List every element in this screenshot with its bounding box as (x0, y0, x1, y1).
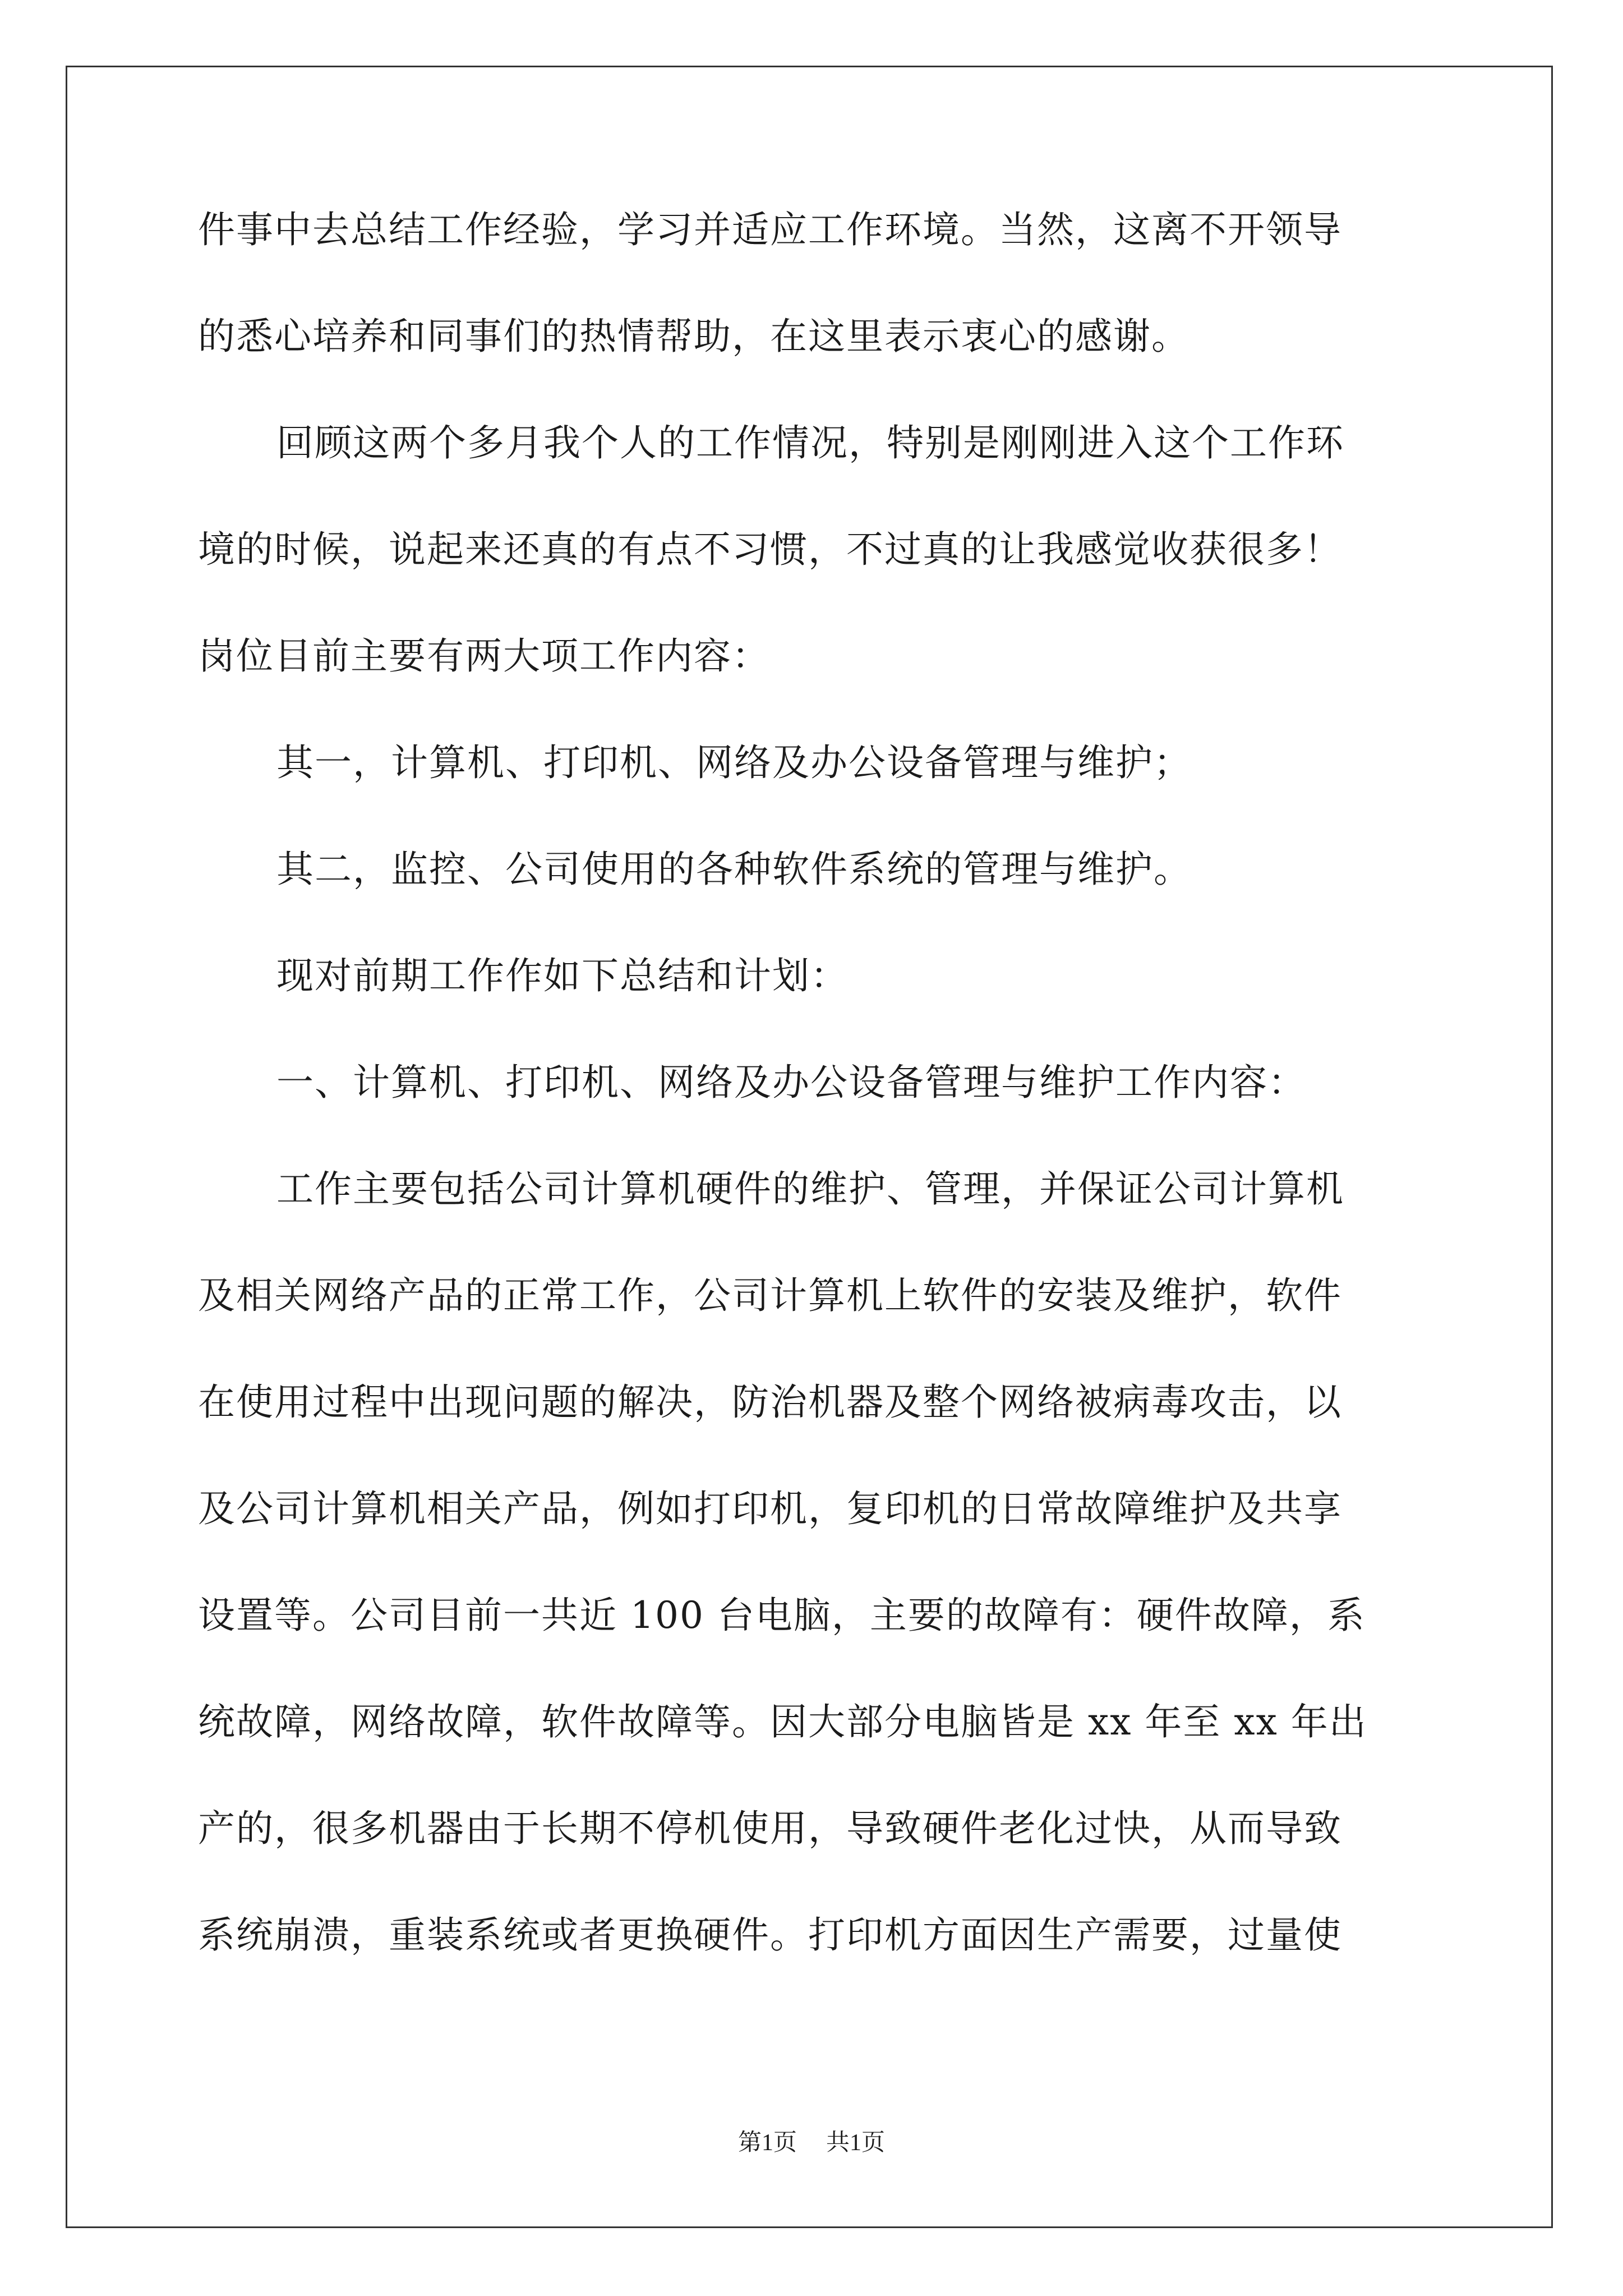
text-line-7: 其二，监控、公司使用的各种软件系统的管理与维护。 (276, 848, 1192, 891)
page-total: 共1页 (826, 2130, 886, 2156)
text-line-6: 其一，计算机、打印机、网络及办公设备管理与维护； (276, 741, 1192, 784)
text-line-3: 回顾这两个多月我个人的工作情况，特别是刚刚进入这个工作环 (276, 421, 1344, 464)
page-border (66, 66, 1553, 2228)
text-line-1: 件事中去总结工作经验，学习并适应工作环境。当然，这离不开领导 (198, 208, 1342, 251)
text-line-12: 在使用过程中出现问题的解决，防治机器及整个网络被病毒攻击，以 (198, 1381, 1342, 1424)
text-line-10: 工作主要包括公司计算机硬件的维护、管理，并保证公司计算机 (276, 1167, 1344, 1211)
text-line-4: 境的时候，说起来还真的有点不习惯，不过真的让我感觉收获很多！ (198, 528, 1342, 571)
page-number: 第1页 (737, 2130, 797, 2156)
text-line-8: 现对前期工作作如下总结和计划： (276, 954, 849, 997)
text-line-17: 系统崩溃，重装系统或者更换硬件。打印机方面因生产需要，过量使 (198, 1913, 1342, 1957)
text-line-14: 设置等。公司目前一共近 100 台电脑，主要的故障有：硬件故障，系 (198, 1594, 1366, 1637)
text-line-15: 统故障，网络故障，软件故障等。因大部分电脑皆是 xx 年至 xx 年出 (198, 1700, 1367, 1743)
text-line-2: 的悉心培养和同事们的热情帮助，在这里表示衷心的感谢。 (198, 315, 1189, 358)
text-line-5: 岗位目前主要有两大项工作内容： (198, 634, 770, 678)
text-line-11: 及相关网络产品的正常工作，公司计算机上软件的安装及维护，软件 (198, 1274, 1342, 1317)
text-line-9: 一、计算机、打印机、网络及办公设备管理与维护工作内容： (276, 1061, 1306, 1104)
text-line-16: 产的，很多机器由于长期不停机使用，导致硬件老化过快，从而导致 (198, 1807, 1342, 1850)
text-line-13: 及公司计算机相关产品，例如打印机，复印机的日常故障维护及共享 (198, 1487, 1342, 1530)
page-footer (0, 2126, 1623, 2160)
